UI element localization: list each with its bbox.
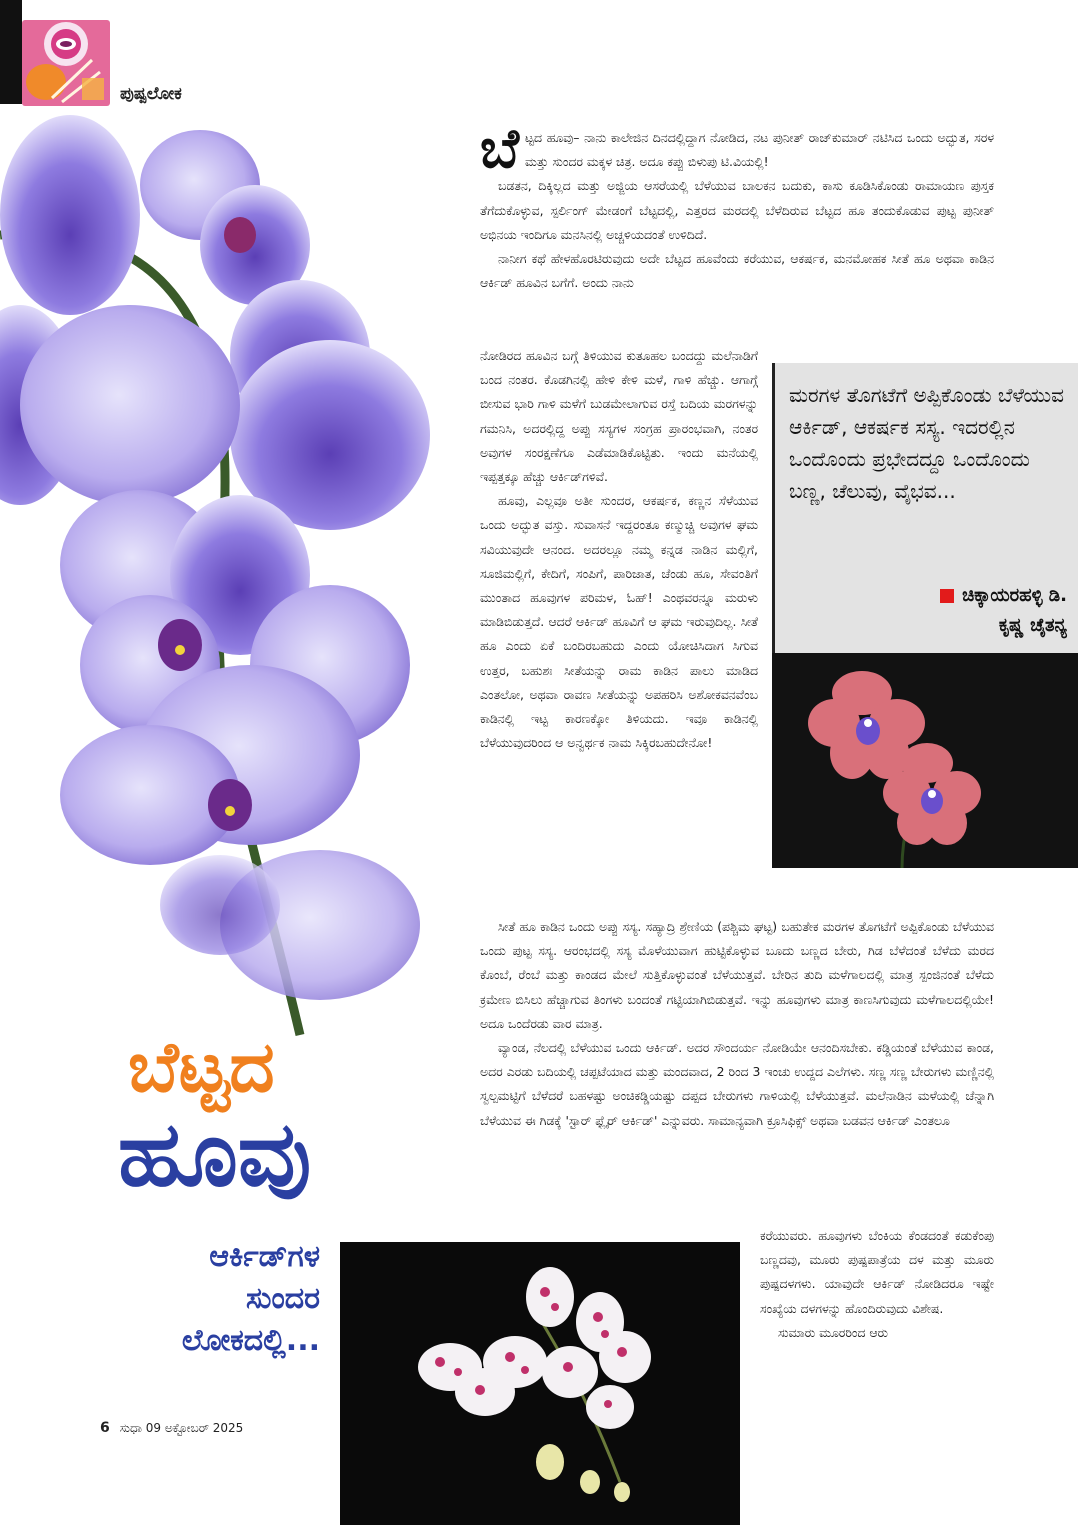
paragraph-3-continued: ನೋಡಿರದ ಹೂವಿನ ಬಗ್ಗೆ ತಿಳಿಯುವ ಕುತೂಹಲ ಬಂದದ್ದು ಮಲೆನಾಡಿಗೆ ಬಂದ ನಂತರ. ಕೊಡಗಿನಲ್ಲಿ ಹೇಳಿ ಕೇಳಿ ಮಳೆ, ಗಾಳಿ ಹೆಚ್ಚು. ಆಗಾಗ್ಗೆ ಬೀಸುವ ಭಾರಿ ಗಾಳಿ ಮಳೆಗೆ ಬುಡಮೇಲಾಗುವ ರಸ್ತೆ ಬದಿಯ ಮರಗಳನ್ನು ಗಮನಿಸಿ, ಅದರಲ್ಲಿದ್ದ ಅಪ್ಪು ಸಸ್ಯಗಳ ಸಂಗ್ರಹ ಪ್ರಾರಂಭವಾಗಿ, ನಂತರ ಅವುಗಳ ಸಂರಕ್ಷಣೆಗೂ ಎಡೆಮಾಡಿಕೊಟ್ಟಿತು. ಇಂದು ಮನೆಯಲ್ಲಿ ಇಪ್ಪತ್ತಕ್ಕೂ ಹೆಚ್ಚು ಆರ್ಕಿಡ್‌ಗಳಿವೆ. (480, 348, 758, 485)
paragraph-5: ಸೀತೆ ಹೂ ಕಾಡಿನ ಒಂದು ಅಪ್ಪು ಸಸ್ಯ. ಸಹ್ಯಾದ್ರಿ ಶ್ರೇಣಿಯ (ಪಶ್ಚಿಮ ಘಟ್ಟ) ಬಹುತೇಕ ಮರಗಳ ತೊಗಟೆಗೆ ಅಪ್ಪಿಕೊಂಡು ಬೆಳೆಯುವ ಒಂದು ಪುಟ್ಟ ಸಸ್ಯ. ಆರಂಭದಲ್ಲಿ ಸಸ್ಯ ಮೊಳೆಯುವಾಗ ಹುಟ್ಟಿಕೊಳ್ಳುವ ಬೂದು ಬಣ್ಣದ ಬೇರು, ಗಿಡ ಬೆಳೆದಂತೆ ಬೆಳೆದು ಮರದ ಕೊಂಬೆ, ರೆಂಬೆ ಮತ್ತು ಕಾಂಡದ ಮೇಲೆ ಸುತ್ತಿಕೊಳ್ಳುವಂತೆ ಬೆಳೆಯುತ್ತವೆ. ಬೇರಿನ ತುದಿ ಮಳೆಗಾಲದಲ್ಲಿ ಮಾತ್ರ ಸ್ಪಂಜಿನಂತೆ ಬೆಳೆದು ಕ್ರಮೇಣ ಬಿಸಿಲು ಹೆಚ್ಚಾಗುವ ತಿಂಗಳು ಬಂದಂತೆ ಗಟ್ಟಿಯಾಗಿಬಿಡುತ್ತವೆ. ಇನ್ನು ಹೂವುಗಳು ಮಾತ್ರ ಕಾಣಸಿಗುವುದು ಮಳೆಗಾಲದಲ್ಲಿಯೇ! ಅದೂ ಒಂದೆರಡು ವಾರ ಮಾತ್ರ. (480, 919, 994, 1031)
red-square-icon (940, 589, 954, 603)
subtitle-line-1: ಆರ್ಕಿಡ್‌ಗಳ (209, 1239, 320, 1274)
paragraph-7: ಸುಮಾರು ಮೂರರಿಂದ ಆರು (778, 1324, 889, 1340)
paragraph-1 (480, 117, 994, 180)
article-column-top (480, 117, 994, 295)
article-column-wide (480, 915, 994, 1133)
author-name-line-1: ಚಿಕ್ಕಾಯರಹಳ್ಳಿ ಡಿ. (962, 585, 1067, 606)
subtitle-line-2: ಸುಂದರ (245, 1281, 320, 1316)
pull-quote-text: ಮರಗಳ ತೊಗಟೆಗೆ ಅಪ್ಪಿಕೊಂಡು ಬೆಳೆಯುವ ಆರ್ಕಿಡ್, ಆಕರ್ಷಕ ಸಸ್ಯ. ಇದರಲ್ಲಿನ ಒಂದೊಂದು ಪ್ರಭೇದದ್ದೂ ಒಂದೊಂದು ಬಣ್ಣ, ಚೆಲುವು, ವೈಭವ... (789, 383, 1065, 503)
author-name-line-2: ಕೃಷ್ಣ ಚೈತನ್ಯ (998, 615, 1067, 636)
pink-orchid-photo (772, 653, 1078, 868)
page-footer (100, 1420, 243, 1436)
white-orchid-photo (340, 1242, 740, 1525)
title-line-2: ಹೂವು (118, 1102, 312, 1207)
paragraph-3-start: ನಾನೀಗ ಕಥೆ ಹೇಳಹೊರಟಿರುವುದು ಅದೇ ಬೆಟ್ಟದ ಹೂವೆಂದು ಕರೆಯುವ, ಆಕರ್ಷಕ, ಮನಮೋಹಕ ಸೀತೆ ಹೂ ಅಥವಾ ಕಾಡಿನ ಆರ್ಕಿಡ್ ಹೂವಿನ ಬಗೆಗೆ. ಅಂದು ನಾನು (480, 251, 994, 291)
footer-text: ಸುಧಾ 09 ಅಕ್ಟೋಬರ್ 2025 (119, 1421, 244, 1435)
orchid-illustration (0, 105, 470, 1065)
author-byline (940, 581, 1067, 641)
section-logo (22, 20, 110, 106)
paragraph-4: ಹೂವು, ಎಲ್ಲವೂ ಅತೀ ಸುಂದರ, ಆಕರ್ಷಕ, ಕಣ್ಣನ ಸೆಳೆಯುವ ಒಂದು ಅದ್ಭುತ ವಸ್ತು. ಸುವಾಸನೆ ಇದ್ದರಂತೂ ಕಣ್ಮುಚ್ಚಿ ಅವುಗಳ ಘಮ ಸವಿಯುವುದೇ ಆನಂದ. ಅದರಲ್ಲೂ ನಮ್ಮ ಕನ್ನಡ ನಾಡಿನ ಮಲ್ಲಿಗೆ, ಸೂಜಿಮಲ್ಲಿಗೆ, ಕೇದಿಗೆ, ಸಂಪಿಗೆ, ಪಾರಿಜಾತ, ಚೆಂಡು ಹೂ, ಸೇವಂತಿಗೆ ಮುಂತಾದ ಹೂವುಗಳ ಪರಿಮಳ, ಓಹ್! ಎಂಥವರನ್ನೂ ಮರುಳು ಮಾಡಿಬಿಡುತ್ತದೆ. ಆದರೆ ಆರ್ಕಿಡ್ ಹೂವಿಗೆ ಆ ಘಮ ಇರುವುದಿಲ್ಲ. ಸೀತೆ ಹೂ ಎಂದು ಏಕೆ ಬಂದಿರಬಹುದು ಎಂದು ಯೋಚಿಸಿದಾಗ ಸಿಗುವ ಉತ್ತರ, ಬಹುಶಃ ಸೀತೆಯನ್ನು ರಾಮ ಕಾಡಿನ ಪಾಲು ಮಾಡಿದ ಎಂತಲೋ, ಅಥವಾ ರಾವಣ ಸೀತೆಯನ್ನು ಅಪಹರಿಸಿ ಅಶೋಕವನವೆಂಬ ಕಾಡಿನಲ್ಲಿ ಇಟ್ಟ ಕಾರಣಕ್ಕೋ ತಿಳಿಯದು. ಇವೂ ಕಾಡಿನಲ್ಲಿ ಬೆಳೆಯುವುದರಿಂದ ಆ ಅನ್ವರ್ಥಕ ನಾಮ ಸಿಕ್ಕಿರಬಹುದೇನೋ! (480, 493, 758, 751)
subtitle-line-3: ಲೋಕದಲ್ಲಿ... (181, 1323, 320, 1358)
paragraph-6-continued: ಕರೆಯುವರು. ಹೂವುಗಳು ಬೆಂಕಿಯ ಕೆಂಡದಂತೆ ಕಡುಕೆಂಪು ಬಣ್ಣದವು, ಮೂರು ಪುಷ್ಪಪಾತ್ರೆಯ ದಳ ಮತ್ತು ಮೂರು ಪುಷ್ಪದಳಗಳು. ಯಾವುದೇ ಆರ್ಕಿಡ್ ನೋಡಿದರೂ ಇಷ್ಟೇ ಸಂಖ್ಯೆಯ ದಳಗಳನ್ನು ಹೊಂದಿರುವುದು ವಿಶೇಷ. (760, 1228, 994, 1316)
corner-bar (0, 0, 22, 104)
paragraph-1-text: ಟ್ಟದ ಹೂವು– ನಾನು ಕಾಲೇಜಿನ ದಿನದಲ್ಲಿದ್ದಾಗ ನೋಡಿದ, ನಟ ಪುನೀತ್ ರಾಜ್‌ಕುಮಾರ್ ನಟಿಸಿದ ಒಂದು ಅದ್ಭುತ, ಸರಳ ಮತ್ತು ಸುಂದರ ಮಕ್ಕಳ ಚಿತ್ರ. ಅದೂ ಕಪ್ಪು ಬಿಳುಪು ಟಿ.ವಿಯಲ್ಲಿ! (525, 130, 994, 170)
article-column-narrow (480, 344, 758, 755)
paragraph-6-start: ವ್ಯಾಂಡ, ನೆಲದಲ್ಲಿ ಬೆಳೆಯುವ ಒಂದು ಆರ್ಕಿಡ್. ಅದರ ಸೌಂದರ್ಯ ನೋಡಿಯೇ ಆನಂದಿಸಬೇಕು. ಕಡ್ಡಿಯಂತೆ ಬೆಳೆಯುವ ಕಾಂಡ, ಅದರ ಎರಡು ಬದಿಯಲ್ಲಿ ಚಪ್ಪಟೆಯಾದ ಮತ್ತು ಮಂದವಾದ, 2 ರಿಂದ 3 ಇಂಚು ಉದ್ದದ ಎಲೆಗಳು. ಸಣ್ಣ ಸಣ್ಣ ಬೇರುಗಳು ಮಣ್ಣಿನಲ್ಲಿ ಸ್ವಲ್ಪಮಟ್ಟಿಗೆ ಬೆಳೆದರೆ ಬಹಳಷ್ಟು ಅಂಚಿಕಡ್ಡಿಯಷ್ಟು ದಪ್ಪದ ಬೇರುಗಳು ಗಾಳಿಯಲ್ಲಿ ಬೆಳೆಯುತ್ತವೆ. ಮಲೆನಾಡಿನ ಮಳೆಯಲ್ಲಿ ಚೆನ್ನಾಗಿ ಬೆಳೆಯುವ ಈ ಗಿಡಕ್ಕೆ 'ಸ್ಟಾರ್ ಫ್ಲೈರ್ ಆರ್ಕಿಡ್' ಎನ್ನುವರು. ಸಾಮಾನ್ಯವಾಗಿ ಕ್ರೂಸಿಫಿಕ್ಸ್ ಅಥವಾ ಬಡವನ ಆರ್ಕಿಡ್ ಎಂತಲೂ (480, 1040, 994, 1128)
paragraph-2: ಬಡತನ, ದಿಕ್ಕಿಲ್ಲದ ಮತ್ತು ಅಜ್ಜಿಯ ಆಸರೆಯಲ್ಲಿ ಬೆಳೆಯುವ ಬಾಲಕನ ಬದುಕು, ಕಾಸು ಕೂಡಿಸಿಕೊಂಡು ರಾಮಾಯಣ ಪುಸ್ತಕ ತೆಗೆದುಕೊಳ್ಳುವ, ಸ್ಪರ್ಲಿಂಗ್ ಮೇಡಂಗೆ ಬೆಟ್ಟದಲ್ಲಿ, ಎತ್ತರದ ಮರದಲ್ಲಿ ಬೆಳೆದಿರುವ ಬೆಟ್ಟದ ಹೂ ತಂದುಕೊಡುವ ಪುಟ್ಟ ಪುನೀತ್ ಅಭಿನಯ ಇಂದಿಗೂ ಮನಸಿನಲ್ಲಿ ಅಚ್ಚಳಿಯದಂತೆ ಉಳಿದಿದೆ. (480, 178, 994, 242)
title-line-1: ಬೆಟ್ಟದ (128, 1026, 275, 1108)
pull-quote (772, 363, 1078, 653)
article-column-right (760, 1224, 994, 1345)
subtitle (120, 1236, 320, 1362)
drop-cap: ಬೆ (480, 117, 520, 180)
section-label: ಪುಷ್ಪಲೋಕ (120, 84, 182, 104)
page-number: 6 (100, 1420, 110, 1436)
